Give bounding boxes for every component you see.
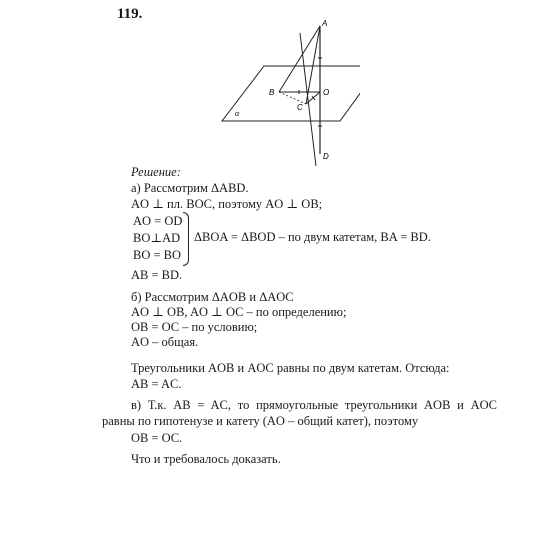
- part-c-line1: в) Т.к. AB = AC, то прямоугольные треугольники AOB и AOC: [131, 398, 497, 412]
- label-o: O: [323, 88, 330, 97]
- label-alpha: α: [235, 109, 240, 118]
- system-eq-2: BO⊥AD: [133, 231, 181, 245]
- part-b-line3: AO – общая.: [131, 335, 199, 349]
- part-c-line2: равны по гипотенузе и катету (AO – общий катет), поэтому: [102, 414, 419, 428]
- problem-number: 119.: [117, 6, 143, 22]
- label-d: D: [323, 152, 329, 161]
- label-b: B: [269, 88, 275, 97]
- plane-alpha: [222, 66, 360, 121]
- part-b-line1: AO ⊥ OB, AO ⊥ OC – по определению;: [131, 305, 347, 319]
- inclined-line: [300, 33, 316, 166]
- part-a-line2: AO ⊥ пл. BOC, поэтому AO ⊥ OB;: [131, 197, 323, 211]
- system-result: ΔBOA = ΔBOD – по двум катетам, BA = BD.: [194, 230, 431, 244]
- part-a-conclusion: AB = BD.: [131, 268, 183, 282]
- equation-system: [133, 213, 182, 264]
- part-c-line3: OB = OC.: [131, 431, 183, 445]
- label-a: A: [322, 19, 328, 28]
- part-a-intro: а) Рассмотрим ΔABD.: [131, 181, 249, 195]
- part-b-conclusion-1: Треугольники AOB и AOC равны по двум катетам. Отсюда:: [131, 361, 450, 375]
- part-b-line2: OB = OC – по условию;: [131, 320, 258, 334]
- label-c: C: [297, 103, 303, 112]
- system-eq-1: AO = OD: [133, 214, 183, 228]
- system-brace: [183, 212, 189, 266]
- solution-heading: Решение:: [131, 165, 181, 179]
- geometry-figure: [200, 18, 360, 168]
- part-b-conclusion-2: AB = AC.: [131, 377, 182, 391]
- part-b-intro: б) Рассмотрим ΔAOB и ΔAOC: [131, 290, 294, 304]
- qed-line: Что и требовалось доказать.: [131, 452, 281, 466]
- system-eq-3: BO = BO: [133, 248, 182, 262]
